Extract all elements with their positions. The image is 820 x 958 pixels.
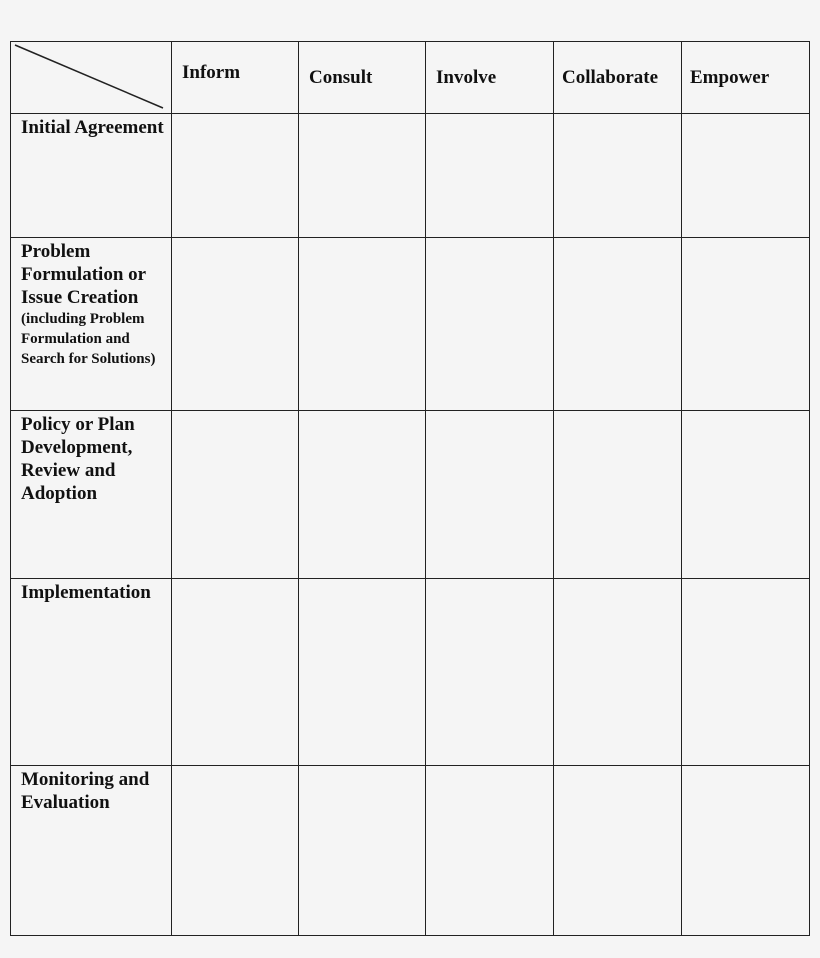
table-row xyxy=(11,579,810,766)
column-header-involve: Involve xyxy=(426,42,554,114)
cell xyxy=(426,238,554,411)
cell xyxy=(172,411,299,579)
cell xyxy=(299,579,426,766)
cell xyxy=(299,766,426,936)
column-header-collaborate: Collaborate xyxy=(554,42,682,114)
diagonal-line xyxy=(11,42,172,114)
cell xyxy=(299,411,426,579)
cell xyxy=(426,411,554,579)
cell xyxy=(682,579,810,766)
cell xyxy=(426,579,554,766)
column-header-inform: Inform xyxy=(172,42,299,114)
cell xyxy=(554,114,682,238)
cell xyxy=(426,114,554,238)
cell xyxy=(172,238,299,411)
cell xyxy=(299,114,426,238)
cell xyxy=(682,411,810,579)
cell xyxy=(554,238,682,411)
row-label: Initial Agreement xyxy=(11,114,172,238)
table-row xyxy=(11,766,810,936)
cell xyxy=(554,579,682,766)
cell xyxy=(682,238,810,411)
cell xyxy=(554,411,682,579)
column-header-empower: Empower xyxy=(682,42,810,114)
cell xyxy=(682,114,810,238)
cell xyxy=(426,766,554,936)
row-note: (including Problem Formulation and Search for Solutions) xyxy=(21,311,156,367)
cell xyxy=(172,114,299,238)
cell xyxy=(554,766,682,936)
corner-cell xyxy=(11,42,172,114)
header-row xyxy=(11,42,810,114)
table-row xyxy=(11,238,810,411)
row-label: Monitoring and Evaluation xyxy=(11,766,172,936)
column-header-consult: Consult xyxy=(299,42,426,114)
table-row xyxy=(11,114,810,238)
cell xyxy=(172,766,299,936)
cell xyxy=(299,238,426,411)
cell xyxy=(172,579,299,766)
cell xyxy=(682,766,810,936)
table-row xyxy=(11,411,810,579)
row-label: Problem Formulation or Issue Creation (including Problem Formulation and Search for Solutions) xyxy=(11,238,172,411)
row-label: Policy or Plan Development, Review and Adoption xyxy=(11,411,172,579)
participation-matrix xyxy=(10,41,810,936)
row-label: Implementation xyxy=(11,579,172,766)
